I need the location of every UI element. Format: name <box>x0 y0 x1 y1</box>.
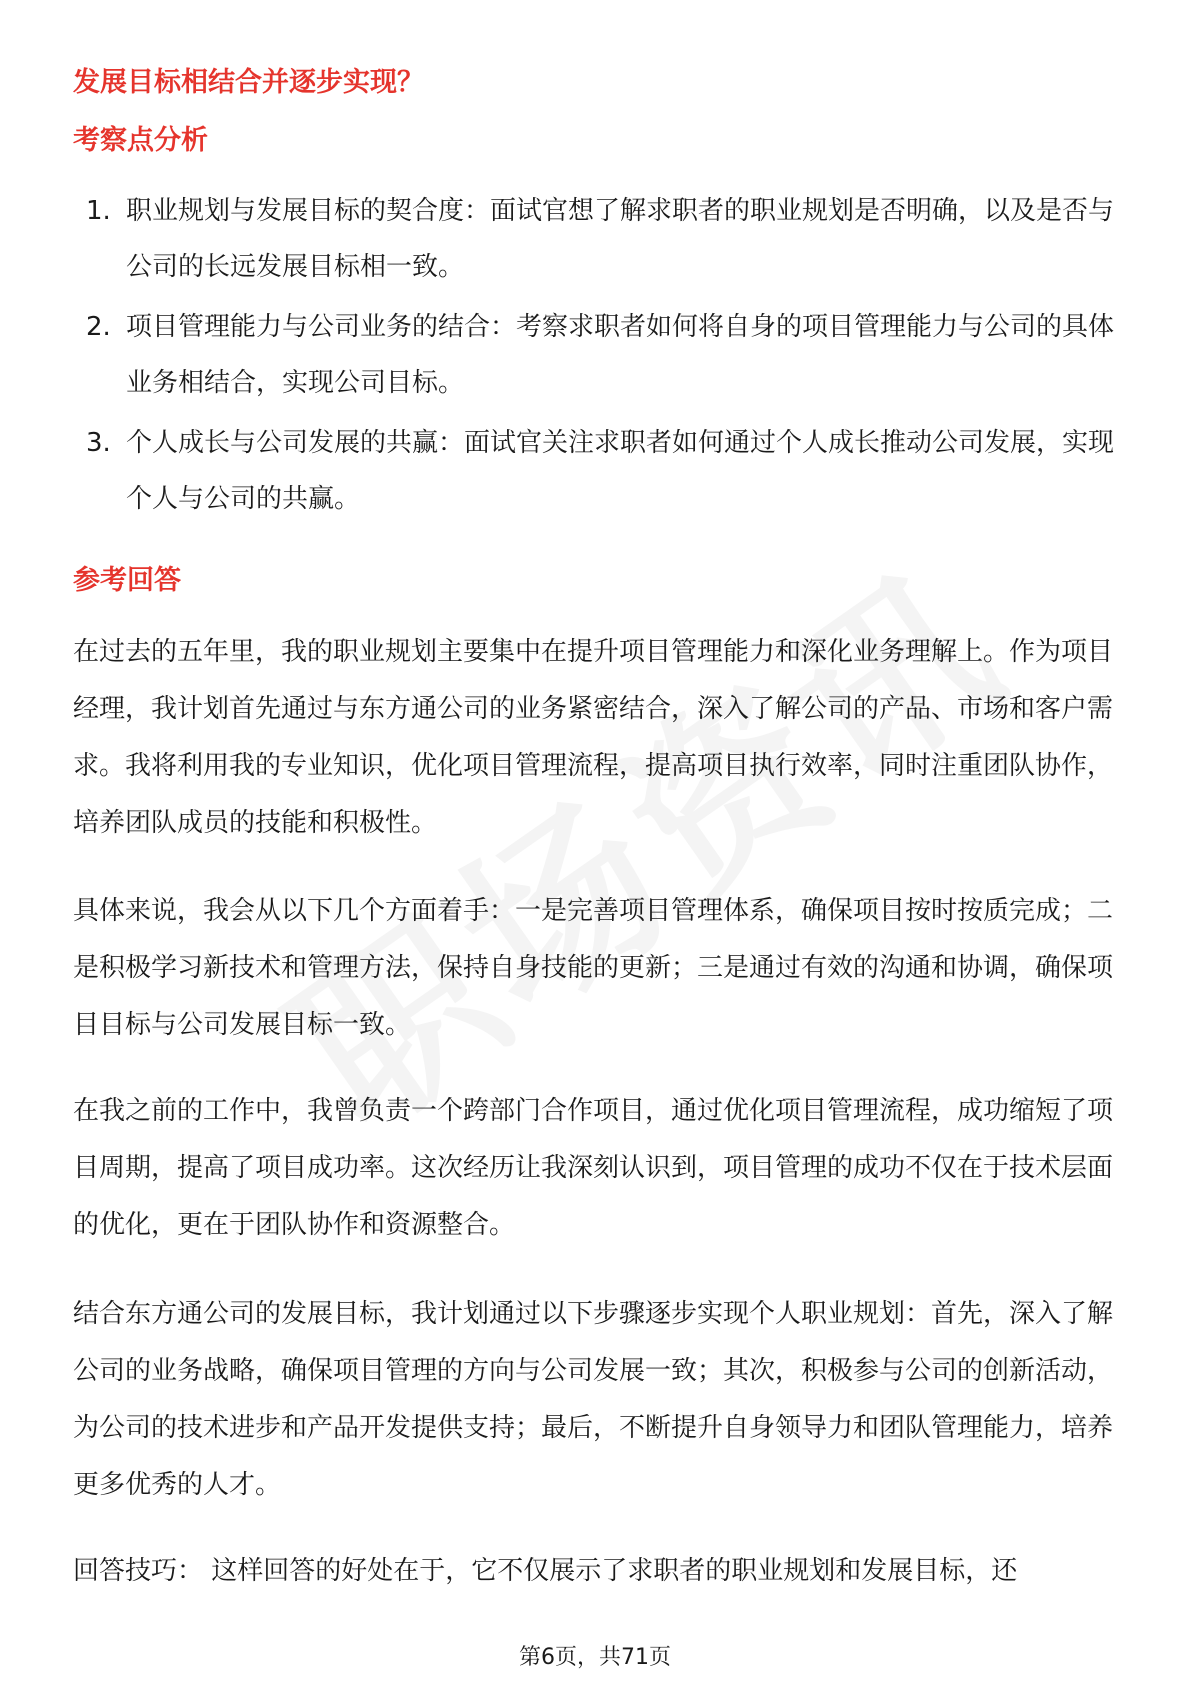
answer-paragraph: 结合东方通公司的发展目标，我计划通过以下步骤逐步实现个人职业规划：首先，深入了解公司的业务战略，确保项目管理的方向与公司发展一致；其次，积极参与公司的创新活动，为公司的技术进步和产品开发提供支持；最后，不断提升自身领导力和团队管理能力，培养更多优秀的人才。 <box>73 1299 1114 1500</box>
answer-paragraph: 在我之前的工作中，我曾负责一个跨部门合作项目，通过优化项目管理流程，成功缩短了项目周期，提高了项目成功率。这次经历让我深刻认识到，项目管理的成功不仅在于技术层面的优化，更在于团队协作和资源整合。 <box>73 1096 1114 1240</box>
answer-paragraph: 具体来说，我会从以下几个方面着手：一是完善项目管理体系，确保项目按时按质完成；二是积极学习新技术和管理方法，保持自身技能的更新；三是通过有效的沟通和协调，确保项目目标与公司发展目标一致。 <box>73 896 1114 1040</box>
list-item <box>86 299 1126 411</box>
answer-heading: 参考回答 <box>73 565 181 596</box>
list-item-text: 个人成长与公司发展的共赢：面试官关注求职者如何通过个人成长推动公司发展，实现个人与公司的共赢。 <box>126 428 1115 514</box>
list-item-number: 3. <box>86 428 111 458</box>
analysis-list <box>86 183 1126 531</box>
list-item-text: 职业规划与发展目标的契合度：面试官想了解求职者的职业规划是否明确，以及是否与公司的长远发展目标相一致。 <box>126 196 1115 282</box>
list-item <box>86 415 1126 527</box>
list-item <box>86 183 1126 295</box>
analysis-heading: 考察点分析 <box>73 125 208 156</box>
list-item-text: 项目管理能力与公司业务的结合：考察求职者如何将自身的项目管理能力与公司的具体业务相结合，实现公司目标。 <box>126 312 1115 398</box>
list-item-number: 1. <box>86 196 111 226</box>
list-item-number: 2. <box>86 312 111 342</box>
answer-paragraph: 在过去的五年里，我的职业规划主要集中在提升项目管理能力和深化业务理解上。作为项目经理，我计划首先通过与东方通公司的业务紧密结合，深入了解公司的产品、市场和客户需求。我将利用我的专业知识，优化项目管理流程，提高项目执行效率，同时注重团队协作，培养团队成员的技能和积极性。 <box>73 637 1114 838</box>
answer-tip-paragraph: 回答技巧： 这样回答的好处在于，它不仅展示了求职者的职业规划和发展目标，还 <box>73 1556 1018 1586</box>
page-number: 第6页，共71页 <box>519 1645 671 1670</box>
question-title: 发展目标相结合并逐步实现？ <box>73 67 424 98</box>
